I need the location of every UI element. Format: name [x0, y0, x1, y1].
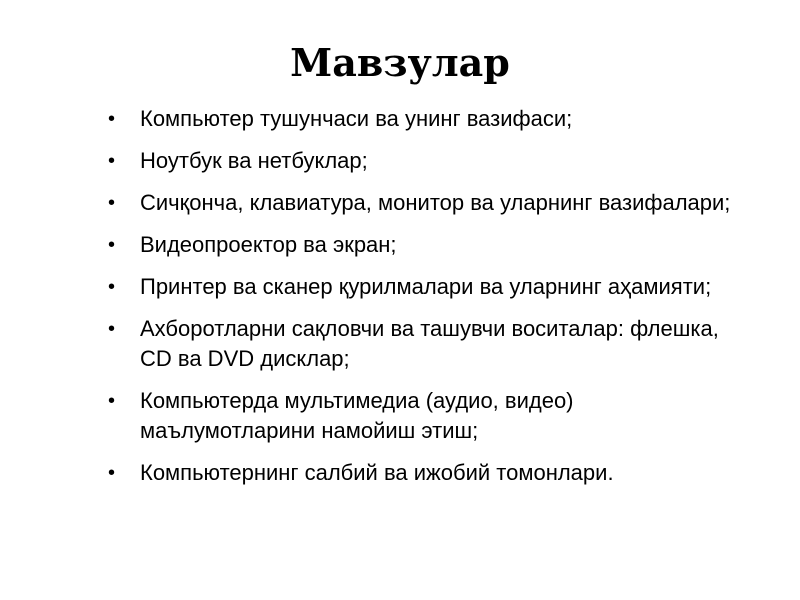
list-item-text: Компьютер тушунчаси ва унинг вазифаси;: [140, 106, 573, 131]
list-item: [108, 386, 748, 446]
list-item-text: Ахборотларни сақловчи ва ташувчи воситалар: флешка, CD ва DVD дисклар;: [140, 316, 719, 371]
bullet-icon: •: [108, 318, 116, 340]
list-item-text: Компьютерда мультимедиа (аудио, видео) маълумотларини намойиш этиш;: [140, 388, 574, 443]
bullet-icon: •: [108, 192, 116, 214]
bullet-icon: •: [108, 276, 116, 298]
list-item: [108, 272, 748, 302]
slide-title: Мавзулар: [290, 40, 510, 85]
list-item: [108, 230, 748, 260]
list-item-text: Компьютернинг салбий ва ижобий томонлари.: [140, 460, 614, 485]
list-item: [108, 458, 748, 488]
bullet-icon: •: [108, 108, 116, 130]
bullet-icon: •: [108, 234, 116, 256]
list-item-text: Ноутбук ва нетбуклар;: [140, 148, 368, 173]
list-item: [108, 146, 748, 176]
bullet-icon: •: [108, 462, 116, 484]
list-item: [108, 188, 748, 218]
bullet-icon: •: [108, 390, 116, 412]
list-item-text: Видеопроектор ва экран;: [140, 232, 397, 257]
list-item-text: Сичқонча, клавиатура, монитор ва уларнинг вазифалари;: [140, 190, 731, 215]
bullet-list: [108, 104, 748, 500]
list-item-text: Принтер ва сканер қурилмалари ва уларнинг аҳамияти;: [140, 274, 712, 299]
bullet-icon: •: [108, 150, 116, 172]
list-item: [108, 314, 748, 374]
list-item: [108, 104, 748, 134]
